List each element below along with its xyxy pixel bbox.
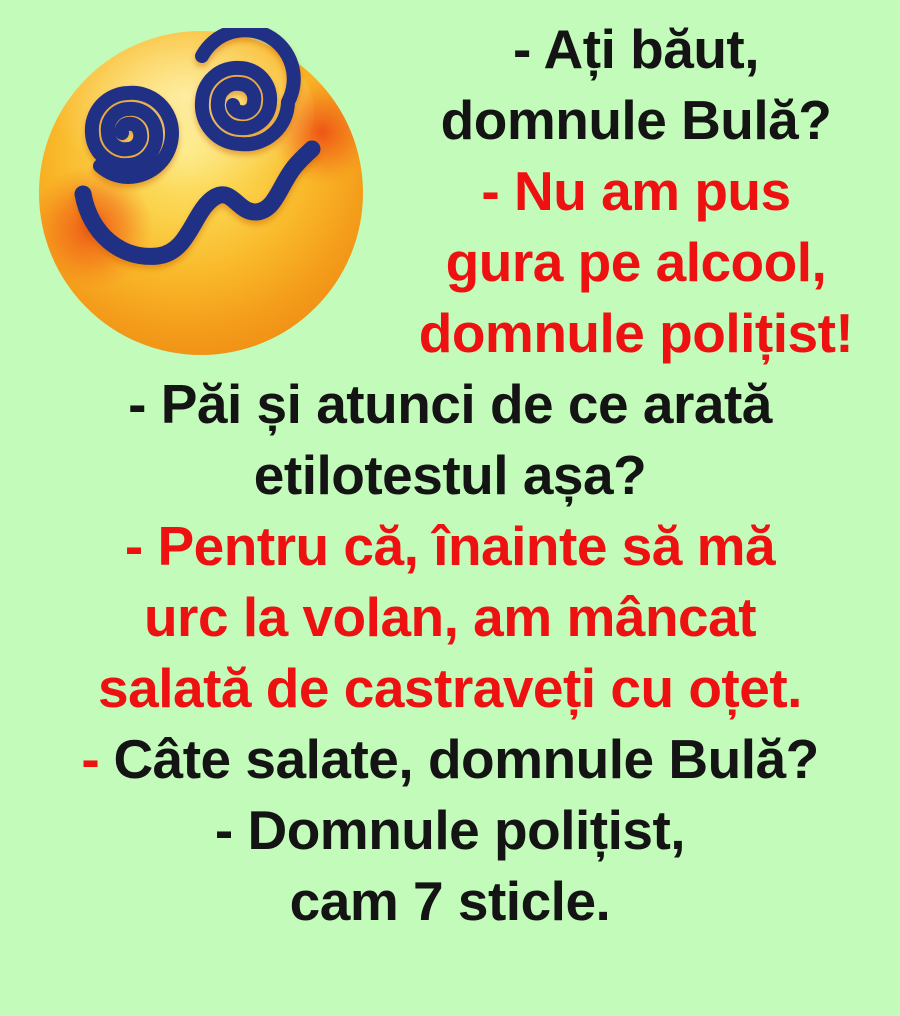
dialogue-line: salată de castraveți cu oțet. — [98, 657, 802, 719]
dizzy-face-emoji — [36, 28, 366, 358]
dialogue-line: - Păi și atunci de ce arată — [128, 373, 772, 435]
dialogue-full-block — [0, 369, 900, 937]
dialogue-line — [0, 724, 900, 795]
dialogue-line: - Nu am pus — [481, 160, 791, 222]
dialogue-line: urc la volan, am mâncat — [143, 586, 757, 648]
dialogue-line-text: Câte salate, domnule Bulă? — [113, 728, 819, 790]
dialogue-line: etilotestul așa? — [253, 444, 647, 506]
dialogue-dash: - — [81, 728, 100, 790]
dialogue-line: cam 7 sticle. — [289, 870, 611, 932]
dialogue-line: - Pentru că, înainte să mă — [124, 515, 776, 577]
dialogue-line: - Domnule polițist, — [214, 799, 686, 861]
dialogue-line: domnule polițist! — [418, 302, 854, 364]
dialogue-line: domnule Bulă? — [440, 89, 832, 151]
dialogue-line: - Ați băut, — [512, 18, 760, 80]
dialogue-column-block — [378, 14, 894, 369]
dialogue-line: gura pe alcool, — [445, 231, 827, 293]
